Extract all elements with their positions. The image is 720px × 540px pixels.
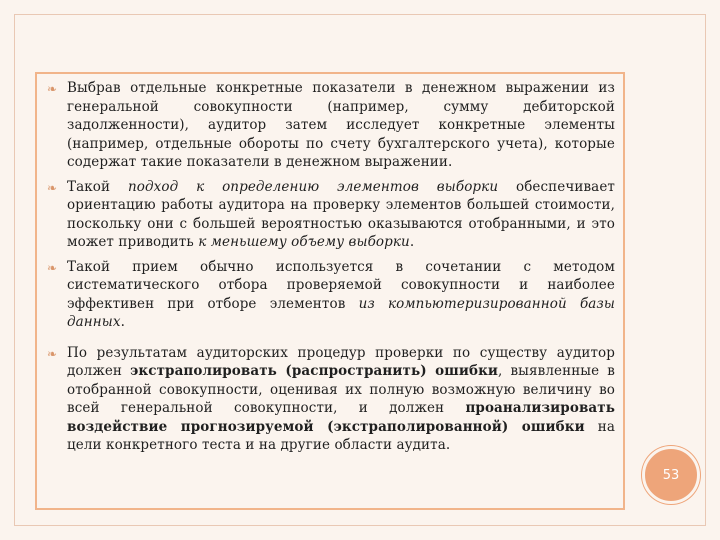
bullet-list — [45, 74, 615, 455]
italic-run: подход к определению элементов выборки — [127, 178, 499, 195]
content-box — [35, 72, 625, 510]
text-run: Такой прием обычно используется в сочетании с методом систематического отбора проверяемой совокупности и наиболее эффективен при отборе элементов — [67, 258, 615, 312]
leaf-bullet-icon: ❧ — [46, 82, 58, 96]
bold-run: проанализировать воздействие прогнозируемой (экстраполированной) ошибки — [67, 400, 615, 435]
leaf-bullet-icon: ❧ — [46, 180, 58, 195]
text-run: . — [120, 314, 126, 330]
text-run: По результатам аудиторских процедур проверки по существу аудитор должен — [67, 344, 615, 379]
italic-run: к меньшему объему выборки — [198, 234, 410, 250]
text-run: на цели конкретного теста и на другие области аудита. — [67, 418, 615, 453]
bullet-item — [45, 344, 615, 455]
leaf-bullet-icon: ❧ — [46, 260, 58, 275]
bullet-text — [67, 79, 615, 172]
bullet-item — [45, 178, 615, 252]
bullet-item — [45, 258, 615, 332]
page-number-badge: 53 — [642, 446, 700, 504]
bold-run: экстраполировать (распространить) ошибки — [130, 363, 499, 379]
text-run: , выявленные в отобранной совокупности, оценивая их полную возможную величину во всей генеральной совокупности, и должен — [67, 363, 615, 416]
bullet-text — [67, 258, 615, 332]
text-run: Такой — [67, 178, 128, 195]
text-run: . — [409, 234, 415, 250]
text-run: Выбрав отдельные конкретные показатели в денежном выражении из генеральной совокупности (например, сумму дебиторской задолженности), аудитор затем исследует конкретные элементы (например, отдельные обороты по счету бухгалтерского учета), которые содержат такие показатели в денежном выражении. — [67, 80, 615, 170]
bullet-text — [67, 344, 615, 455]
italic-run: из компьютеризированной базы данных — [67, 295, 615, 330]
bullet-item — [45, 79, 615, 172]
leaf-bullet-icon: ❧ — [46, 346, 58, 361]
text-run: обеспечивает ориентацию работы аудитора на проверку элементов большей стоимости, поскольку они с большей вероятностью оказываются отобранными, и это может приводить — [67, 178, 615, 250]
bullet-text — [67, 178, 615, 252]
